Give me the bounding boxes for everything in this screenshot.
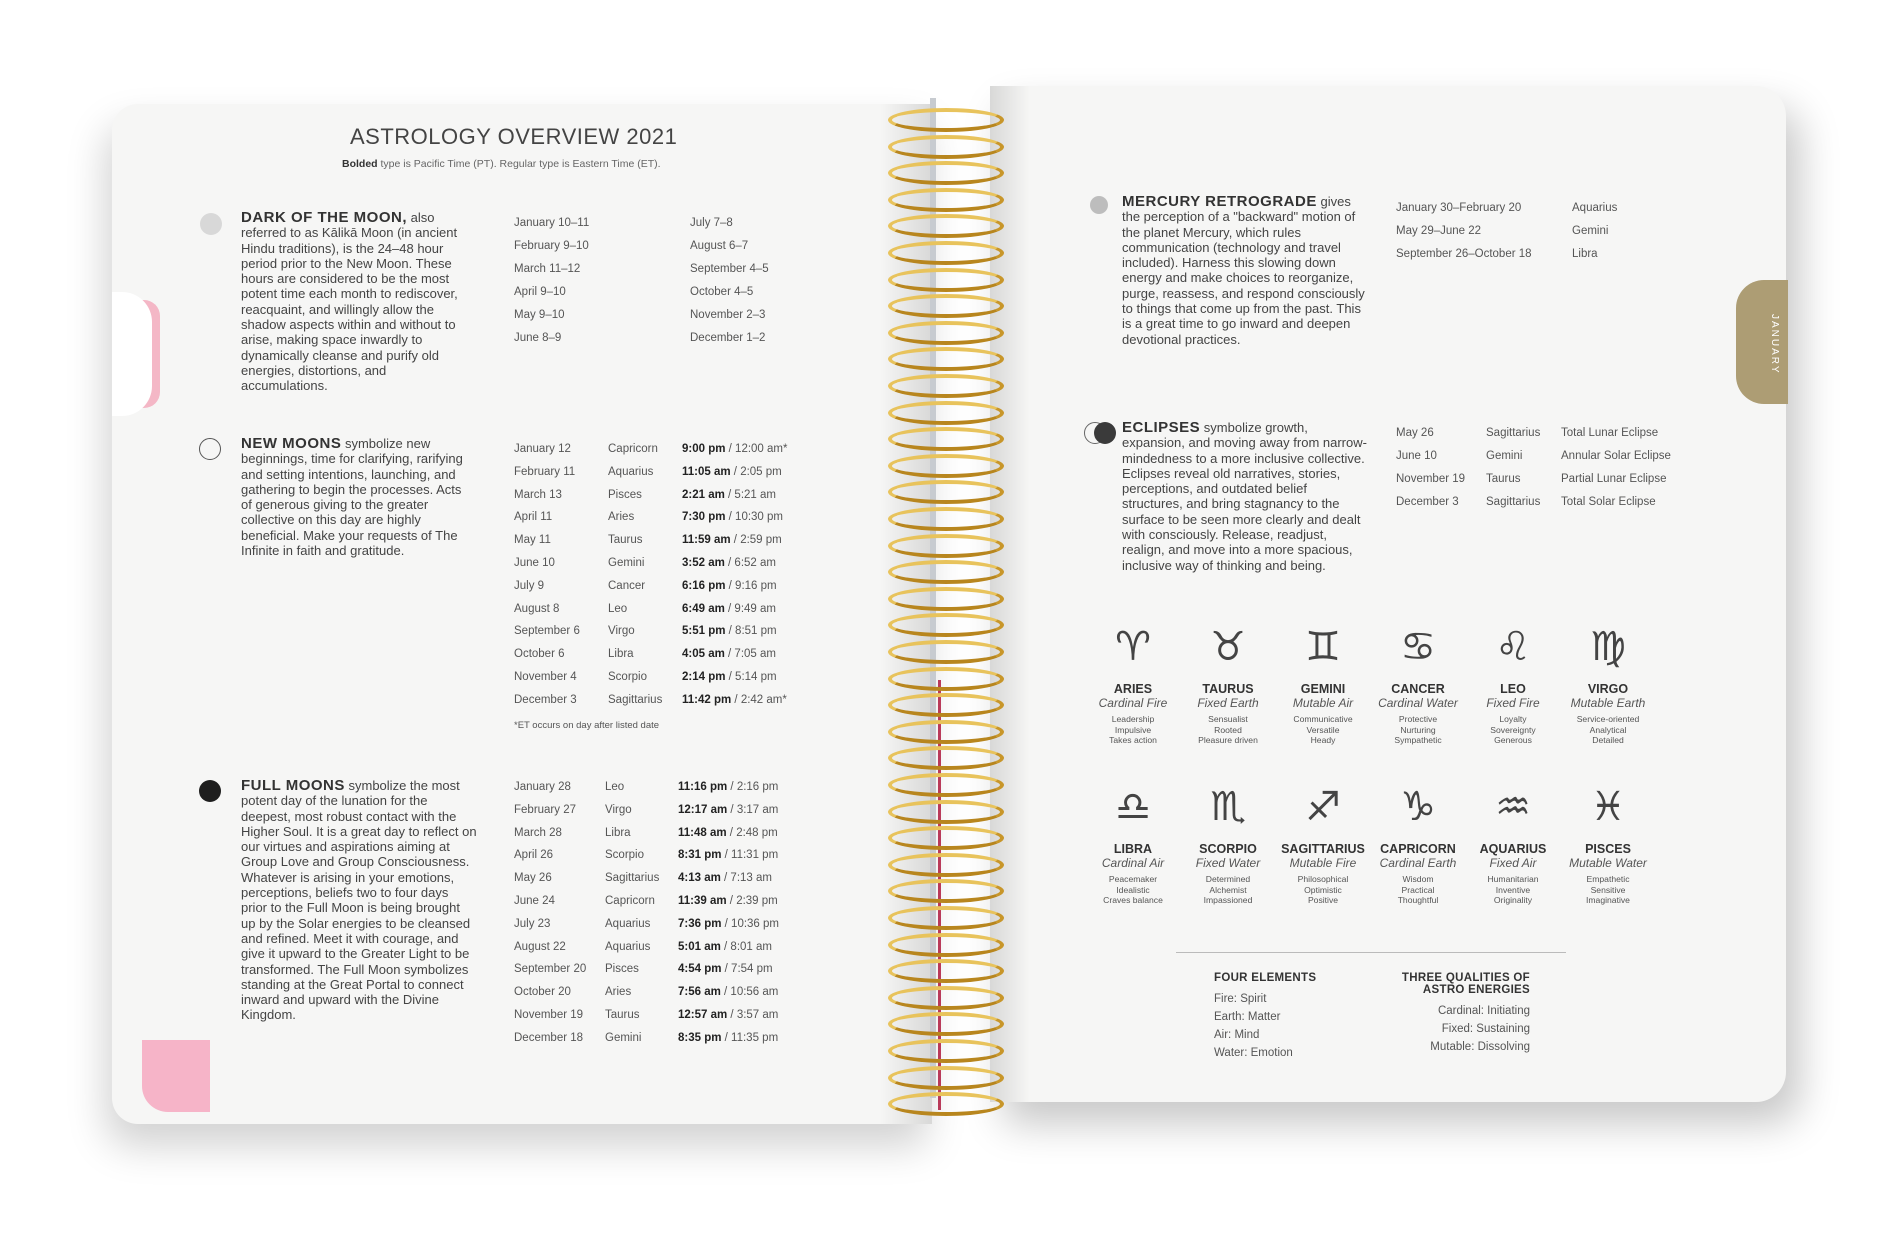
- zodiac-name: AQUARIUS: [1479, 842, 1547, 856]
- moon-date: January 28: [514, 781, 571, 793]
- three-qualities-heading-2: ASTRO ENERGIES: [1422, 984, 1530, 996]
- zodiac-name: TAURUS: [1202, 682, 1254, 696]
- spiral-coil: [888, 108, 1004, 132]
- zodiac-sign-taurus: [1173, 622, 1283, 746]
- dark-moon-description: DARK OF THE MOON, also referred to as Kālikā Moon (in ancient Hindu traditions), is the 24–48 hour period prior to the New Moon. These hours are considered to be the most potent time each month to rediscover, reacquaint, and willingly allow the shadow aspects within and without to arise, making space inwardly to dynamically cleanse and purify old energies, distortions, and accumulations.: [241, 209, 458, 394]
- moon-date: October 6: [514, 648, 565, 661]
- quality-item: Cardinal: Initiating: [1437, 1005, 1530, 1017]
- element-item: Fire: Spirit: [1214, 993, 1267, 1005]
- zodiac-quality: Cardinal Earth: [1379, 856, 1457, 870]
- moon-date: September 6: [514, 625, 580, 638]
- spiral-coil: [888, 374, 1004, 398]
- zodiac-sign-capricorn: [1363, 782, 1473, 906]
- pisces-icon: ♓︎: [1590, 784, 1626, 830]
- zodiac-sign-pisces: [1553, 782, 1663, 906]
- full-moons-description: FULL MOONS symbolize the most potent day of the lunation for the deepest, most robust contact with the Higher Soul. It is a great day to reflect on our virtues and aspirations aiming at Group Love and Group Consciousness. Whatever is arising in your emotions, perceptions, beliefs two to four days prior to the Full Moon is being brought up by the Solar energies to be cleansed and refined. Meet it with courage, and give it upward to the Greater Light to be transformed. The Full Moon symbolizes standing at the Great Portal to connect inward and upward with the Divine Kingdom.: [241, 777, 477, 1023]
- moon-sign: Pisces: [605, 963, 639, 976]
- moon-time: 11:48 am / 2:48 pm: [678, 826, 778, 839]
- spiral-coil: [888, 135, 1004, 159]
- zodiac-sign-virgo: [1553, 622, 1663, 746]
- moon-date: November 4: [514, 670, 577, 683]
- zodiac-quality: Mutable Fire: [1289, 856, 1357, 870]
- zodiac-trait: Positive: [1307, 895, 1339, 905]
- spiral-coil: [888, 241, 1004, 265]
- moon-sign: Scorpio: [608, 670, 647, 683]
- spiral-coil: [888, 268, 1004, 292]
- moon-time: 7:36 pm / 10:36 pm: [678, 917, 780, 930]
- spiral-coil: [888, 773, 1004, 797]
- zodiac-quality: Fixed Fire: [1486, 696, 1540, 710]
- moon-date: February 27: [514, 803, 577, 816]
- zodiac-quality: Cardinal Fire: [1098, 696, 1168, 710]
- moon-sign: Libra: [608, 648, 634, 661]
- zodiac-trait: Impulsive: [1114, 724, 1152, 735]
- moon-time: 5:01 am / 8:01 am: [678, 940, 772, 953]
- zodiac-name: LIBRA: [1113, 842, 1153, 856]
- new-moons-footnote: *ET occurs on day after listed date: [514, 720, 660, 731]
- moon-date: May 11: [514, 534, 551, 547]
- moon-time: 11:05 am / 2:05 pm: [682, 465, 782, 478]
- dark-moon-dates-col2: July 7–8 August 6–7 September 4–5 October 4–5 November 2–3 December 1–2: [690, 217, 769, 344]
- spiral-coil: [888, 933, 1004, 957]
- zodiac-trait: Empathetic: [1586, 874, 1630, 884]
- right-page: [990, 86, 1786, 1102]
- zodiac-name: SCORPIO: [1199, 842, 1257, 856]
- eclipse-dates: May 26 June 10 November 19 December 3: [1396, 427, 1466, 508]
- moon-sign: Virgo: [605, 803, 632, 816]
- aquarius-icon: ♒︎: [1495, 784, 1531, 830]
- moon-time: 4:54 pm / 7:54 pm: [678, 963, 773, 976]
- moon-time: 2:14 pm / 5:14 pm: [682, 670, 777, 683]
- zodiac-trait: Loyalty: [1499, 714, 1527, 724]
- zodiac-quality: Fixed Air: [1489, 856, 1537, 870]
- three-qualities-heading-1: THREE QUALITIES OF: [1401, 972, 1530, 984]
- gemini-icon: ♊︎: [1305, 624, 1341, 670]
- full-moons-dates: [514, 776, 586, 1050]
- spiral-coil: [888, 427, 1004, 451]
- page-title: ASTROLOGY OVERVIEW 2021: [350, 124, 678, 149]
- moon-date: March 28: [514, 826, 562, 839]
- element-item: Earth: Matter: [1214, 1011, 1281, 1023]
- zodiac-trait: Protective: [1398, 714, 1438, 724]
- dark-moon-icon: [200, 213, 222, 235]
- zodiac-trait: Imaginative: [1586, 895, 1630, 905]
- zodiac-sign-libra: [1078, 782, 1188, 906]
- moon-date: March 13: [514, 488, 562, 501]
- zodiac-name: GEMINI: [1300, 682, 1346, 696]
- moon-sign: Cancer: [608, 579, 646, 592]
- eclipses-description: ECLIPSES symbolize growth, expansion, and moving away from narrow-mindedness to a more inclusive collective. Eclipses reveal old narratives, stories, perceptions, and outdated belief structures, and bring stagnancy to the surface to be seen more clearly and dealt with consciously. Release, readjust, realign, and move into a more spacious, inclusive way of thinking and being.: [1122, 419, 1367, 573]
- zodiac-name: LEO: [1500, 682, 1526, 696]
- zodiac-trait: Idealistic: [1116, 884, 1150, 895]
- page-tab-notch: [112, 292, 152, 416]
- mercury-retrograde-description: MERCURY RETROGRADE gives the perception of a "backward" motion of the planet Mercury, which rules communication (technology and travel included). Harness this slowing down energy and make choices to reorganize, purge, reassess, and respond consciously to things that come up from the past. This is a great time to go inward and deepen devotional practices.: [1122, 193, 1365, 347]
- zodiac-quality: Cardinal Water: [1378, 696, 1458, 710]
- full-moon-icon: [199, 780, 221, 802]
- aries-icon: ♈︎: [1115, 624, 1151, 670]
- moon-sign: Aries: [605, 986, 632, 999]
- zodiac-trait: Sympathetic: [1394, 735, 1442, 745]
- moon-date: February 11: [514, 465, 576, 478]
- spiral-coil: [888, 188, 1004, 212]
- spiral-coil: [888, 587, 1004, 611]
- dark-moon-dates-col1: January 10–11 February 9–10 March 11–12 April 9–10 May 9–10 June 8–9: [514, 217, 590, 344]
- zodiac-name: VIRGO: [1587, 682, 1629, 696]
- mercury-retrograde-icon: [1090, 196, 1108, 214]
- zodiac-trait: Generous: [1494, 735, 1532, 745]
- moon-sign: Virgo: [608, 625, 635, 638]
- moon-date: July 23: [514, 917, 551, 930]
- spiral-coil: [888, 1039, 1004, 1063]
- moon-time: 12:57 am / 3:57 am: [678, 1008, 779, 1021]
- spiral-coil: [888, 161, 1004, 185]
- spiral-coil: [888, 693, 1004, 717]
- full-moons-times: [678, 776, 779, 1050]
- zodiac-trait: Optimistic: [1304, 884, 1342, 895]
- moon-sign: Sagittarius: [608, 693, 663, 706]
- zodiac-trait: Sensualist: [1208, 714, 1248, 724]
- moon-sign: Aquarius: [605, 917, 651, 930]
- four-elements: [1214, 972, 1316, 1062]
- spiral-coil: [888, 906, 1004, 930]
- zodiac-trait: Nurturing: [1400, 724, 1436, 735]
- zodiac-quality: Fixed Earth: [1197, 696, 1259, 710]
- zodiac-trait: Inventive: [1495, 884, 1531, 895]
- zodiac-trait: Sovereignty: [1490, 724, 1536, 735]
- zodiac-quality: Mutable Water: [1569, 856, 1647, 870]
- moon-time: 6:16 pm / 9:16 pm: [682, 579, 777, 592]
- zodiac-trait: Craves balance: [1103, 895, 1163, 905]
- zodiac-trait: Impassioned: [1203, 895, 1253, 905]
- moon-time: 7:30 pm / 10:30 pm: [682, 511, 784, 524]
- moon-sign: Leo: [608, 602, 628, 615]
- zodiac-trait: Philosophical: [1297, 874, 1349, 884]
- moon-sign: Taurus: [605, 1008, 640, 1021]
- zodiac-trait: Leadership: [1111, 714, 1155, 724]
- cancer-icon: ♋︎: [1400, 624, 1436, 670]
- zodiac-trait: Determined: [1205, 874, 1251, 884]
- moon-date: June 10: [514, 556, 555, 569]
- moon-date: August 22: [514, 940, 566, 953]
- moon-sign: Aries: [608, 511, 635, 524]
- zodiac-trait: Versatile: [1306, 724, 1340, 735]
- spiral-coil: [888, 507, 1004, 531]
- moon-time: 8:31 pm / 11:31 pm: [678, 849, 779, 862]
- zodiac-trait: Originality: [1493, 895, 1533, 905]
- mercury-dates: January 30–February 20 May 29–June 22 September 26–October 18: [1396, 202, 1532, 260]
- moon-date: December 18: [514, 1031, 584, 1044]
- moon-time: 8:35 pm / 11:35 pm: [678, 1031, 779, 1044]
- zodiac-trait: Service-oriented: [1576, 714, 1640, 724]
- eclipse-signs: Sagittarius Gemini Taurus Sagittarius: [1486, 427, 1541, 508]
- moon-sign: Gemini: [608, 556, 645, 569]
- spiral-coil: [888, 959, 1004, 983]
- zodiac-quality: Mutable Earth: [1570, 696, 1646, 710]
- moon-time: 2:21 am / 5:21 am: [682, 488, 776, 501]
- zodiac-trait: Communicative: [1293, 714, 1353, 724]
- zodiac-name: PISCES: [1585, 842, 1631, 856]
- moon-sign: Libra: [605, 826, 631, 839]
- eclipse-icon-fill: [1094, 422, 1116, 444]
- spiral-coil: [888, 294, 1004, 318]
- zodiac-trait: Pleasure driven: [1198, 735, 1258, 745]
- moon-date: September 20: [514, 963, 587, 976]
- spiral-coil: [888, 454, 1004, 478]
- moon-time: 11:59 am / 2:59 pm: [682, 534, 782, 547]
- moon-sign: Pisces: [608, 488, 642, 501]
- zodiac-sign-scorpio: [1173, 782, 1283, 906]
- moon-time: 11:42 pm / 2:42 am*: [682, 693, 787, 706]
- spiral-coil: [888, 1092, 1004, 1116]
- zodiac-sign-leo: [1458, 622, 1568, 746]
- month-tab-january[interactable]: [1736, 280, 1788, 404]
- zodiac-name: CANCER: [1391, 682, 1445, 696]
- moon-time: 11:16 pm / 2:16 pm: [678, 781, 779, 793]
- eclipse-types: Total Lunar Eclipse Annular Solar Eclipse Partial Lunar Eclipse Total Solar Eclipse: [1561, 427, 1671, 508]
- capricorn-icon: ♑︎: [1400, 784, 1436, 830]
- moon-time: 9:00 pm / 12:00 am*: [682, 443, 788, 455]
- new-moons-times: [682, 438, 787, 712]
- spiral-coil: [888, 800, 1004, 824]
- spiral-coil: [888, 826, 1004, 850]
- zodiac-sign-aries: [1078, 622, 1188, 746]
- zodiac-trait: Detailed: [1592, 735, 1624, 745]
- spiral-coil: [888, 1066, 1004, 1090]
- spiral-coil: [888, 667, 1004, 691]
- moon-date: April 26: [514, 849, 553, 862]
- zodiac-trait: Humanitarian: [1487, 874, 1539, 884]
- spiral-coil: [888, 534, 1004, 558]
- element-item: Water: Emotion: [1214, 1047, 1293, 1059]
- moon-sign: Aquarius: [608, 465, 654, 478]
- zodiac-trait: Wisdom: [1402, 874, 1434, 884]
- zodiac-quality: Cardinal Air: [1101, 856, 1165, 870]
- new-moons-description: NEW MOONS symbolize new beginnings, time for clarifying, rarifying and setting intentions, launching, and gathering to begin the processes. Acts of generous giving to the greater collective on this day are highly beneficial. Make your requests of The Infinite in faith and gratitude.: [241, 435, 463, 559]
- moon-time: 12:17 am / 3:17 am: [678, 803, 779, 816]
- full-moons-signs: [605, 776, 659, 1050]
- moon-sign: Scorpio: [605, 849, 644, 862]
- moon-time: 7:56 am / 10:56 am: [678, 986, 779, 999]
- scorpio-icon: ♏︎: [1210, 784, 1246, 830]
- moon-time: 5:51 pm / 8:51 pm: [682, 625, 777, 638]
- quality-item: Fixed: Sustaining: [1441, 1023, 1530, 1035]
- zodiac-sign-gemini: [1268, 622, 1378, 746]
- moon-sign: Capricorn: [608, 443, 658, 455]
- zodiac-name: ARIES: [1113, 682, 1153, 696]
- moon-date: June 24: [514, 894, 555, 907]
- zodiac-trait: Thoughtful: [1397, 895, 1439, 905]
- moon-sign: Aquarius: [605, 940, 651, 953]
- zodiac-trait: Heady: [1310, 735, 1336, 745]
- spiral-coil: [888, 401, 1004, 425]
- moon-time: 6:49 am / 9:49 am: [682, 602, 776, 615]
- moon-date: November 19: [514, 1008, 584, 1021]
- moon-date: January 12: [514, 443, 571, 455]
- zodiac-trait: Alchemist: [1209, 884, 1247, 895]
- moon-date: April 11: [514, 511, 553, 524]
- moon-time: 11:39 am / 2:39 pm: [678, 894, 778, 907]
- three-qualities: [1380, 972, 1530, 1056]
- month-tab-label: JANUARY: [1769, 314, 1780, 375]
- zodiac-name: CAPRICORN: [1380, 842, 1456, 856]
- mercury-signs: Aquarius Gemini Libra: [1572, 202, 1618, 260]
- zodiac-quality: Fixed Water: [1195, 856, 1261, 870]
- section-divider: [1176, 952, 1566, 953]
- moon-date: May 26: [514, 872, 552, 885]
- moon-sign: Leo: [605, 781, 625, 793]
- moon-time: 4:13 am / 7:13 am: [678, 872, 772, 885]
- virgo-icon: ♍︎: [1590, 624, 1626, 670]
- moon-sign: Capricorn: [605, 894, 655, 907]
- spiral-coil: [888, 986, 1004, 1010]
- spiral-coil: [888, 853, 1004, 877]
- page-subtitle: Bolded type is Pacific Time (PT). Regular type is Eastern Time (ET).: [342, 158, 661, 170]
- moon-date: December 3: [514, 693, 577, 706]
- zodiac-sign-cancer: [1363, 622, 1473, 746]
- new-moons-signs: [608, 438, 662, 712]
- new-moons-dates: [514, 438, 580, 712]
- four-elements-heading: FOUR ELEMENTS: [1214, 972, 1317, 984]
- leo-icon: ♌︎: [1495, 624, 1531, 670]
- zodiac-trait: Sensitive: [1590, 884, 1626, 895]
- zodiac-quality: Mutable Air: [1292, 696, 1354, 710]
- moon-time: 4:05 am / 7:05 am: [682, 648, 776, 661]
- moon-sign: Sagittarius: [605, 872, 660, 885]
- zodiac-trait: Practical: [1401, 884, 1435, 895]
- zodiac-sign-aquarius: [1458, 782, 1568, 906]
- quality-item: Mutable: Dissolving: [1430, 1041, 1530, 1053]
- zodiac-trait: Peacemaker: [1108, 874, 1158, 884]
- new-moon-icon: [199, 438, 221, 460]
- moon-sign: Gemini: [605, 1031, 642, 1044]
- moon-date: August 8: [514, 602, 560, 615]
- zodiac-trait: Takes action: [1109, 735, 1157, 745]
- moon-date: October 20: [514, 986, 571, 999]
- zodiac-sign-sagittarius: [1268, 782, 1378, 906]
- libra-icon: ♎︎: [1115, 784, 1151, 830]
- moon-date: July 9: [514, 579, 545, 592]
- spiral-coil: [888, 560, 1004, 584]
- moon-sign: Taurus: [608, 534, 643, 547]
- zodiac-name: SAGITTARIUS: [1281, 842, 1365, 856]
- zodiac-trait: Rooted: [1214, 724, 1242, 735]
- zodiac-trait: Analytical: [1589, 724, 1627, 735]
- moon-time: 3:52 am / 6:52 am: [682, 556, 776, 569]
- taurus-icon: ♉︎: [1210, 624, 1246, 670]
- sagittarius-icon: ♐︎: [1305, 784, 1341, 830]
- spiral-coil: [888, 321, 1004, 345]
- spiral-coil: [888, 720, 1004, 744]
- element-item: Air: Mind: [1214, 1029, 1260, 1041]
- pink-cover-corner: [142, 1040, 210, 1112]
- spiral-coil: [888, 640, 1004, 664]
